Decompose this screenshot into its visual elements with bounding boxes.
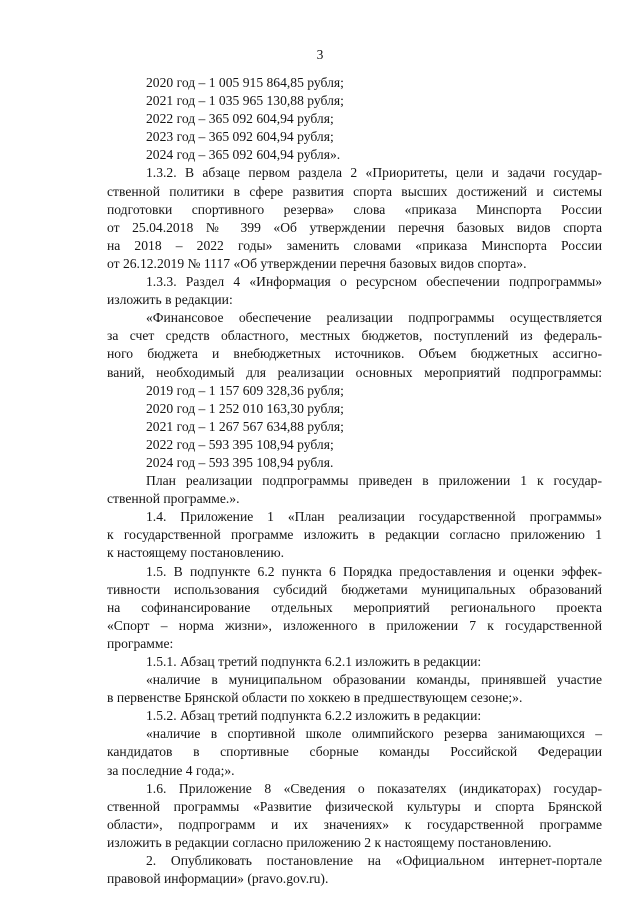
text-line: от 25.04.2018 № 399 «Об утверждении перечня базовых видов спорта xyxy=(107,219,602,235)
text-line: от 26.12.2019 № 1117 «Об утверждении перечня базовых видов спорта». xyxy=(107,255,527,271)
text-line: 1.3.2. В абзаце первом раздела 2 «Приоритеты, цели и задачи государ- xyxy=(146,165,602,181)
page-number: 3 xyxy=(316,47,324,62)
text-line: ного бюджета и внебюджетных источников. Объем бюджетных ассигно- xyxy=(107,346,602,362)
text-line: 2022 год – 593 395 108,94 рубля; xyxy=(146,436,334,452)
text-line: области», подпрограмм и их значениях» к государственной программе xyxy=(107,816,602,832)
text-line: подготовки спортивного резерва» слова «приказа Минспорта России xyxy=(107,201,602,217)
text-line: 2023 год – 365 092 604,94 рубля; xyxy=(146,129,334,145)
text-line: на 2018 – 2022 годы» заменить словами «приказа Минспорта России xyxy=(107,237,602,253)
text-line: ваний, необходимый для реализации основных мероприятий подпрограммы: xyxy=(107,364,602,380)
text-line: «Спорт – норма жизни», изложенного в приложении 7 к государственной xyxy=(107,617,602,633)
text-line: 2022 год – 365 092 604,94 рубля; xyxy=(146,111,334,127)
text-line: План реализации подпрограммы приведен в приложении 1 к государ- xyxy=(146,473,602,489)
text-line: 1.3.3. Раздел 4 «Информация о ресурсном обеспечении подпрограммы» xyxy=(146,274,602,290)
text-line: 1.5.2. Абзац третий подпункта 6.2.2 изложить в редакции: xyxy=(146,708,482,724)
text-line: 1.4. Приложение 1 «План реализации государственной программы» xyxy=(146,509,602,525)
text-line: за счет средств областного, местных бюджетов, поступлений из федераль- xyxy=(107,328,602,344)
text-line: ственной политики в сфере развития спорта высших достижений и системы xyxy=(107,183,602,199)
text-line: 2024 год – 365 092 604,94 рубля». xyxy=(146,147,341,163)
text-line: «наличие в спортивной школе олимпийского резерва занимающихся – xyxy=(146,726,602,742)
text-line: кандидатов в спортивные сборные команды Российской Федерации xyxy=(107,744,602,760)
text-line: правовой информации» (pravo.gov.ru). xyxy=(107,871,329,887)
text-line: 2020 год – 1 005 915 864,85 рубля; xyxy=(146,75,344,90)
text-line: 2021 год – 1 035 965 130,88 рубля; xyxy=(146,93,344,109)
text-line: 1.5. В подпункте 6.2 пункта 6 Порядка предоставления и оценки эффек- xyxy=(146,563,602,579)
text-line: 1.6. Приложение 8 «Сведения о показателях (индикаторах) государ- xyxy=(146,780,602,796)
text-line: ственной программы «Развитие физической культуры и спорта Брянской xyxy=(107,798,602,814)
text-line: изложить в редакции согласно приложению 2 к настоящему постановлению. xyxy=(107,834,552,850)
text-line: ственной программе.». xyxy=(107,491,240,507)
text-line: 2020 год – 1 252 010 163,30 рубля; xyxy=(146,400,344,416)
text-line: «Финансовое обеспечение реализации подпрограммы осуществляется xyxy=(146,310,602,326)
text-line: программе: xyxy=(107,635,174,651)
text-line: 2021 год – 1 267 567 634,88 рубля; xyxy=(146,418,344,434)
text-line: тивности использования субсидий бюджетами муниципальных образований xyxy=(107,581,602,597)
text-line: изложить в редакции: xyxy=(107,292,233,308)
text-line: «наличие в муниципальном образовании команды, принявшей участие xyxy=(146,672,602,688)
text-line: за последние 4 года;». xyxy=(107,762,235,778)
text-line: на софинансирование отдельных мероприятий регионального проекта xyxy=(107,599,602,615)
text-line: 1.5.1. Абзац третий подпункта 6.2.1 изложить в редакции: xyxy=(146,654,482,669)
text-line: к государственной программе изложить в редакции согласно приложению 1 xyxy=(107,527,602,543)
text-line: в первенстве Брянской области по хоккею в предшествующем сезоне;». xyxy=(107,690,523,706)
document-body xyxy=(107,74,602,888)
text-line: 2024 год – 593 395 108,94 рубля. xyxy=(146,454,334,470)
text-line: 2. Опубликовать постановление на «Официальном интернет-портале xyxy=(146,853,602,869)
text-line: к настоящему постановлению. xyxy=(107,545,285,561)
text-line: 2019 год – 1 157 609 328,36 рубля; xyxy=(146,382,344,398)
